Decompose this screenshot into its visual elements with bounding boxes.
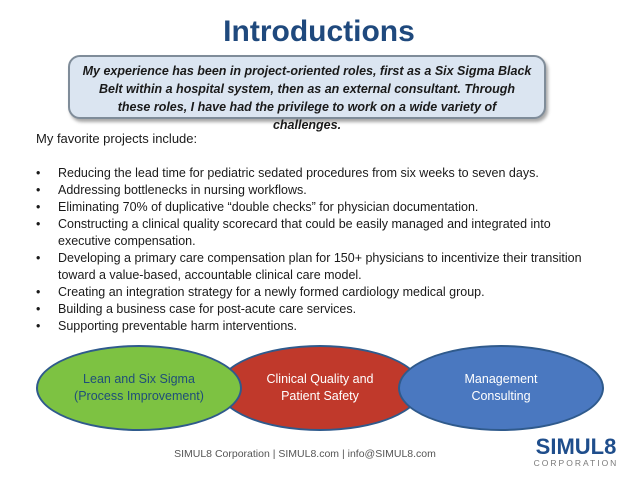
- project-text: Reducing the lead time for pediatric sedated procedures from six weeks to seven days.: [58, 166, 539, 180]
- logo-name: SIMUL8: [535, 434, 617, 459]
- clinical-quality-label: Clinical Quality and Patient Safety: [266, 372, 374, 403]
- footer-contact: SIMUL8 Corporation | SIMUL8.com | info@SIMUL8.com: [174, 448, 436, 460]
- bullet: •: [36, 217, 41, 231]
- management-consulting-label: Management Consulting: [464, 372, 538, 403]
- bullet: •: [36, 285, 41, 299]
- list-item: [36, 182, 596, 199]
- project-text: Building a business case for post-acute care services.: [58, 302, 357, 316]
- list-item: [36, 216, 596, 250]
- management-consulting-oval: [398, 345, 604, 431]
- project-text: Addressing bottlenecks in nursing workflows.: [58, 183, 307, 197]
- lean-six-sigma-label: Lean and Six Sigma (Process Improvement): [74, 372, 204, 403]
- simul8-logo: [526, 432, 626, 470]
- list-item: [36, 250, 596, 284]
- logo-sub: CORPORATION: [533, 458, 619, 468]
- slide-title: Introductions: [223, 15, 415, 48]
- projects-intro: My favorite projects include:: [36, 131, 198, 146]
- list-item: [36, 199, 596, 216]
- bullet: •: [36, 183, 41, 197]
- list-item: [36, 301, 596, 318]
- project-text: Supporting preventable harm interventions.: [58, 319, 298, 333]
- clinical-quality-oval: [218, 345, 422, 431]
- project-text: Eliminating 70% of duplicative “double checks” for physician documentation.: [58, 200, 479, 214]
- bullet: •: [36, 319, 41, 333]
- list-item: [36, 318, 596, 335]
- bullet: •: [36, 200, 41, 214]
- project-text: Creating an integration strategy for a newly formed cardiology medical group.: [58, 285, 485, 299]
- bullet: •: [36, 302, 41, 316]
- project-text: Developing a primary care compensation plan for 150+ physicians to incentivize their transition toward a value-based, accountable clinical care model.: [58, 251, 582, 282]
- experience-callout: My experience has been in project-oriented roles, first as a Six Sigma Black Belt within a hospital system, then as an external consultant. Through these roles, I have had the privilege to work on a wide variety of challenges.: [68, 55, 546, 119]
- list-item: [36, 165, 596, 182]
- list-item: [36, 284, 596, 301]
- bullet: •: [36, 166, 41, 180]
- project-text: Constructing a clinical quality scorecard that could be easily managed and integrated into executive compensation.: [58, 217, 551, 248]
- bullet: •: [36, 251, 41, 265]
- lean-six-sigma-oval: [36, 345, 242, 431]
- projects-list: [36, 165, 596, 335]
